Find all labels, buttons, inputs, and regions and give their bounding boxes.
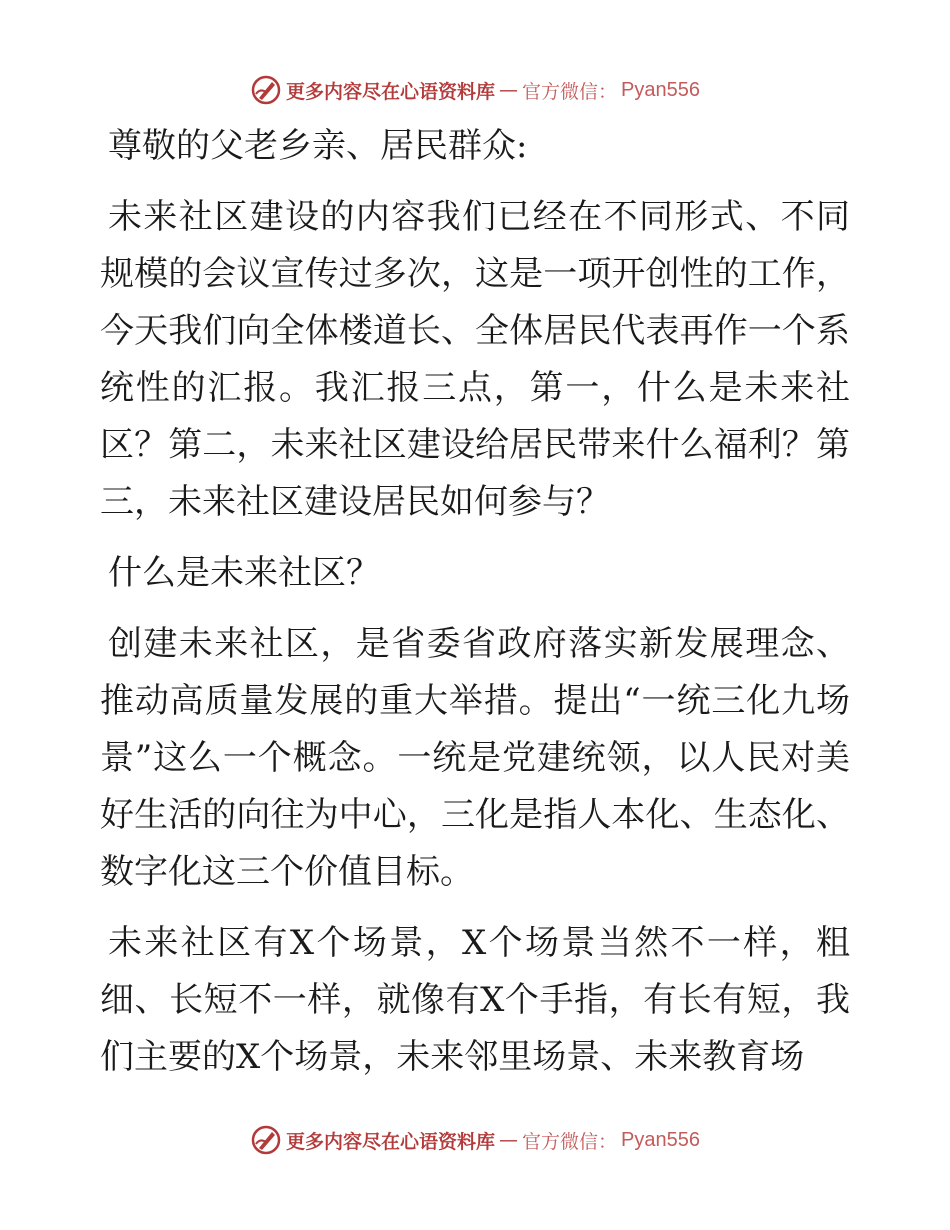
footer-banner-wechat: Pyan556 (621, 1128, 700, 1151)
header-banner (0, 70, 950, 110)
header-banner-official: 官方微信： (522, 80, 618, 103)
section-heading: 什么是未来社区？ (108, 553, 380, 593)
paragraph-scenarios: 未来社区有X个场景，X个场景当然不一样，粗细、长短不一样，就像有X个手指，有长有短，我们主要的X个场景，未来邻里场景、未来教育场 (100, 923, 850, 1077)
salutation: 尊敬的父老乡亲、居民群众: (108, 126, 528, 166)
header-banner-dash: — (499, 79, 519, 101)
quill-logo-icon (250, 74, 282, 106)
footer-banner-dash: — (499, 1129, 519, 1151)
header-banner-lead: 更多内容尽在心语资料库 (286, 80, 496, 103)
footer-banner-official: 官方微信： (522, 1130, 618, 1153)
paragraph-intro: 未来社区建设的内容我们已经在不同形式、不同规模的会议宣传过多次，这是一项开创性的工作，今天我们向全体楼道长、全体居民代表再作一个系统性的汇报。我汇报三点，第一，什么是未来社区？第二，未来社区建设给居民带来什么福利？第三，未来社区建设居民如何参与？ (100, 197, 850, 522)
quill-logo-icon (250, 1124, 282, 1156)
document-body (100, 118, 850, 1100)
header-banner-wechat: Pyan556 (621, 78, 700, 101)
paragraph-definition: 创建未来社区，是省委省政府落实新发展理念、推动高质量发展的重大举措。提出“一统三化九场景”这么一个概念。一统是党建统领，以人民对美好生活的向往为中心，三化是指人本化、生态化、数字化这三个价值目标。 (100, 624, 850, 892)
footer-banner (0, 1120, 950, 1160)
footer-banner-lead: 更多内容尽在心语资料库 (286, 1130, 496, 1153)
